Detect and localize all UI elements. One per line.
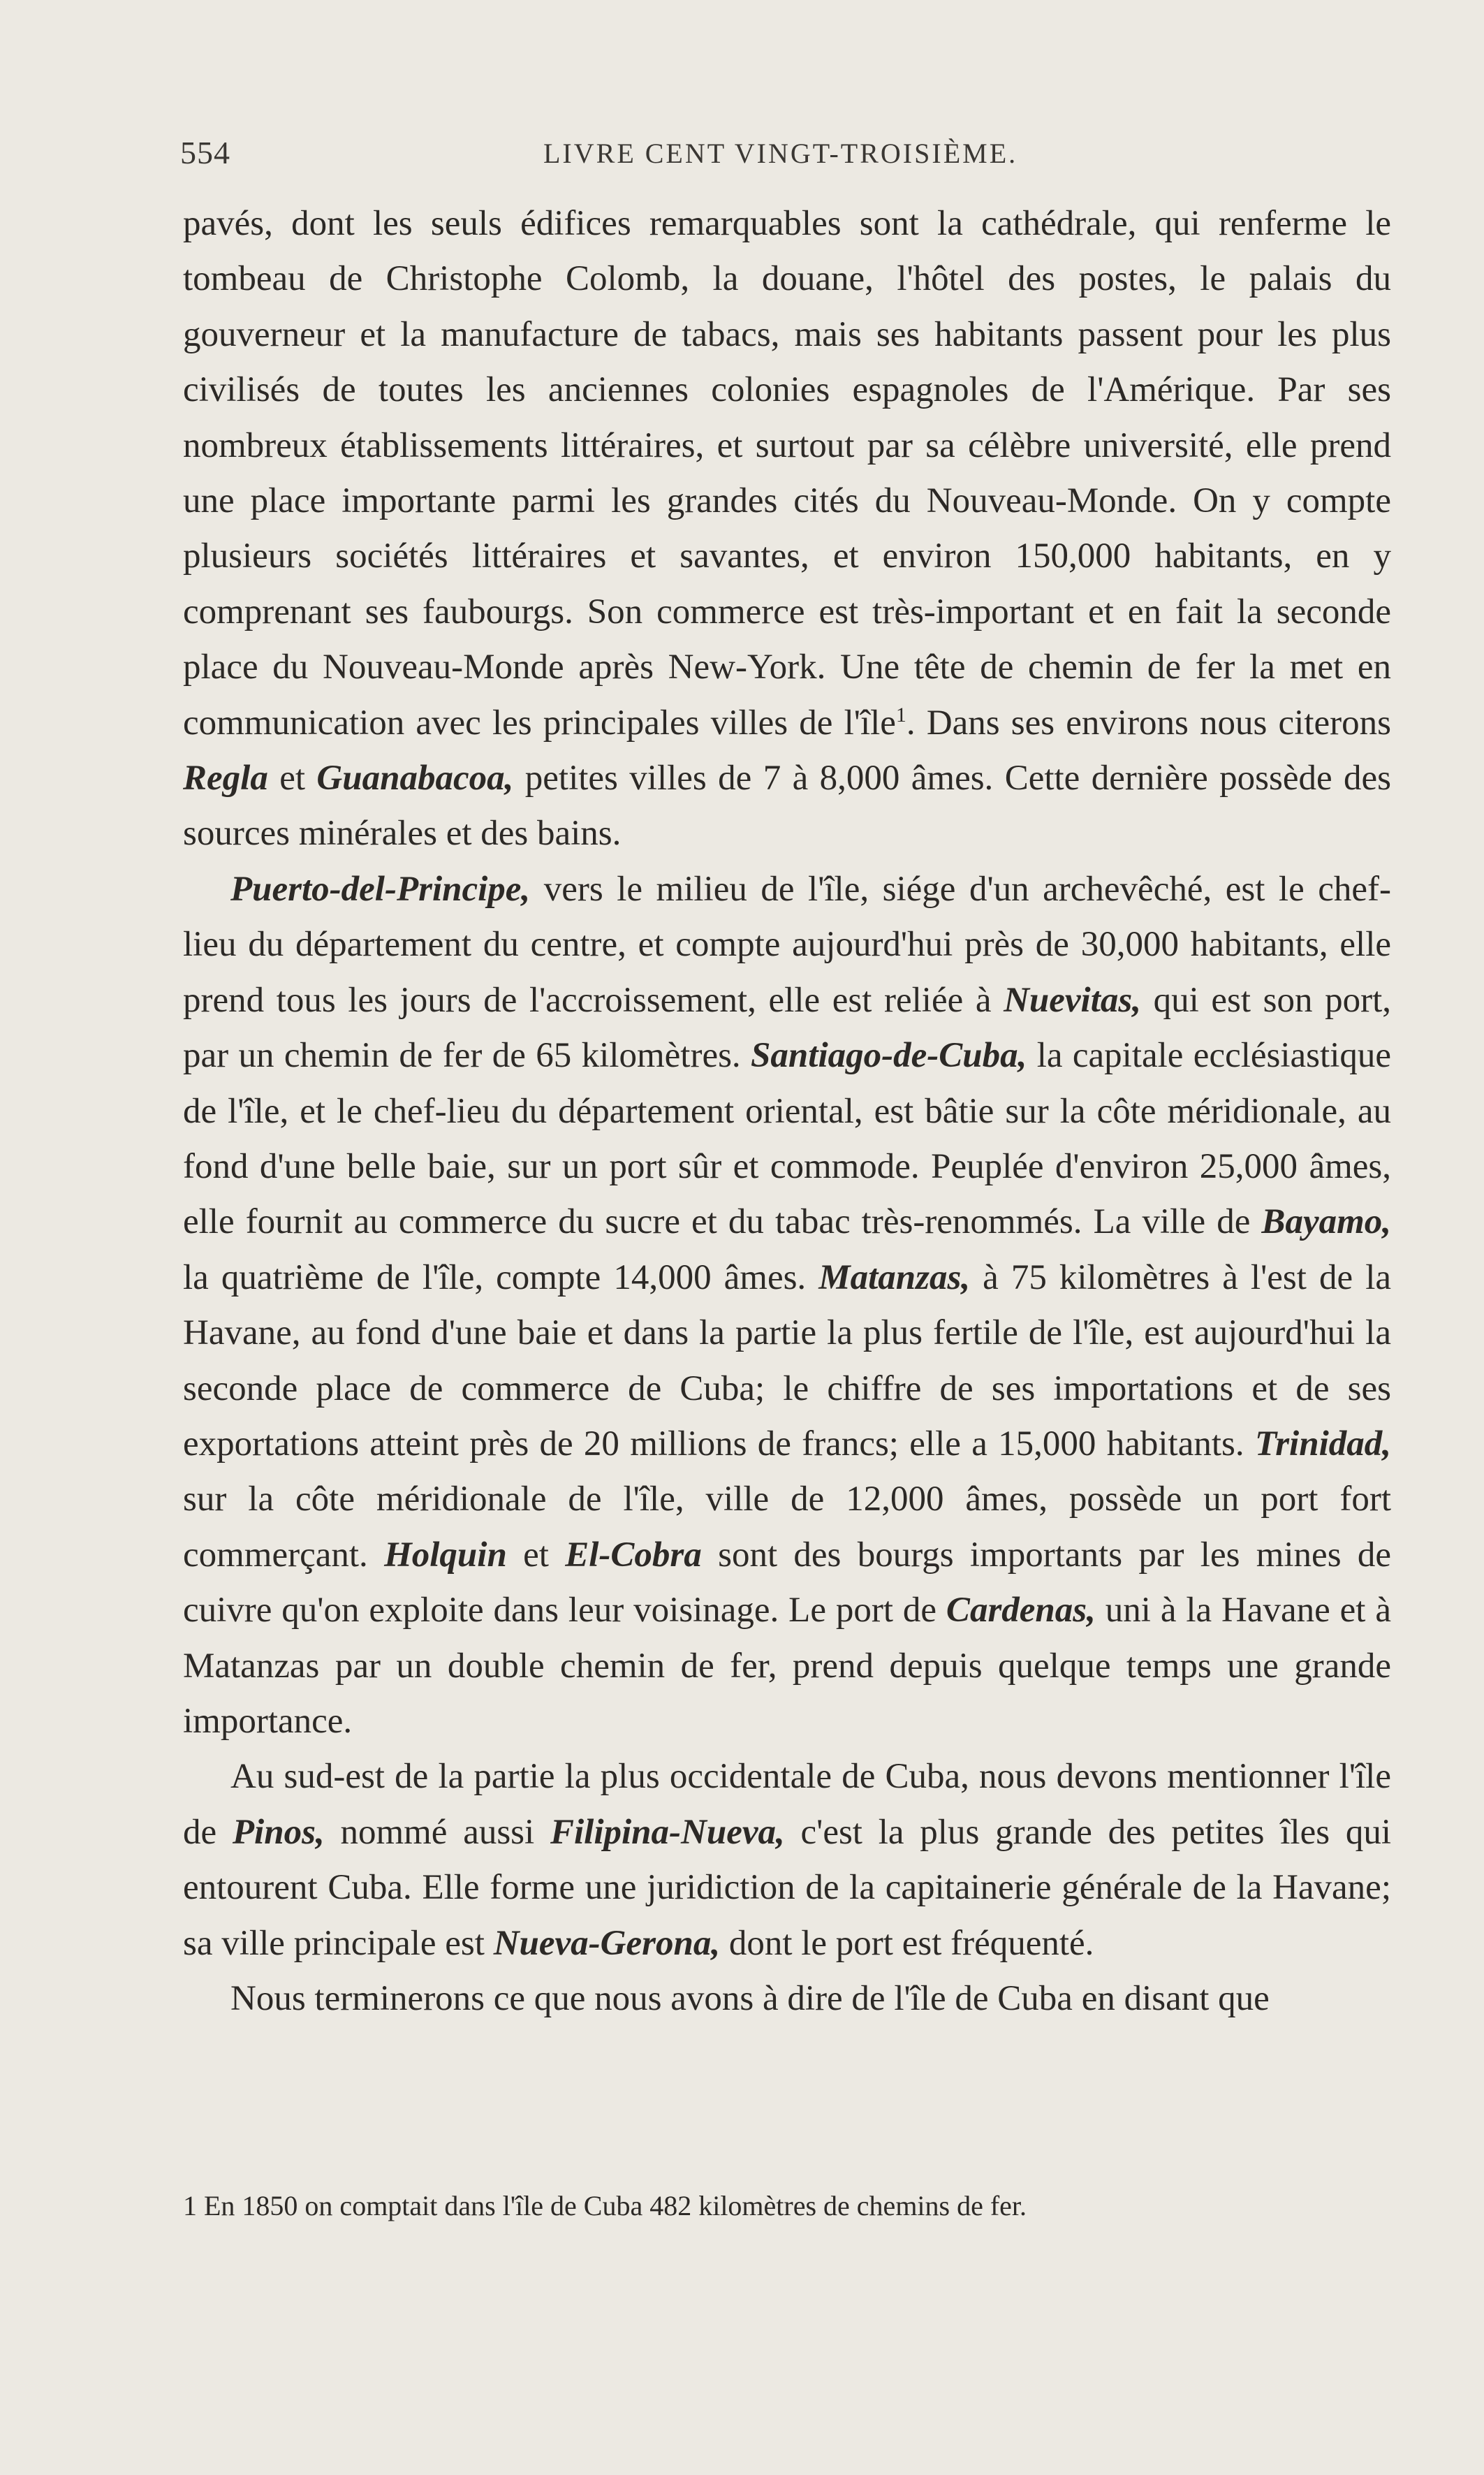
text-run: nommé aussi (324, 1812, 550, 1852)
place-name: Bayamo, (1261, 1202, 1391, 1242)
text-run: c'est la plus grande des petites îles qui entourent Cuba. Elle forme une juridiction de la capitainerie générale de la Havane; sa ville principale est (183, 1812, 1391, 1963)
place-name: Nueva-Gerona, (493, 1923, 721, 1963)
paragraph (183, 862, 1391, 1750)
place-name: Trinidad, (1254, 1424, 1391, 1463)
paragraph (183, 196, 1391, 862)
text-run: la capitale ecclésiastique de l'île, et le chef-lieu du département oriental, est bâtie sur la côte méridionale, au fond d'une belle baie, sur un port sûr et commode. Peuplée d'environ 25,000 âmes, elle fournit au commerce du sucre et du tabac très-renommés. La ville de (183, 1036, 1391, 1242)
place-name: Holquin (384, 1535, 507, 1575)
paragraph (183, 1971, 1391, 2027)
text-run: Nous terminerons ce que nous avons à dire de l'île de Cuba en disant que (230, 1979, 1270, 2018)
text-run: vers le milieu de l'île, siége d'un archevêché, est le chef-lieu du département du centre, et compte aujourd'hui près de 30,000 habitants, elle prend tous les jours de l'accroissement, elle est reliée à (183, 869, 1391, 1020)
text-run: la quatrième de l'île, compte 14,000 âmes. (183, 1257, 819, 1297)
text-run: et (267, 759, 317, 798)
place-name: Guanabacoa, (316, 759, 514, 798)
text-run: sont des bourgs importants par les mines de cuivre qu'on exploite dans leur voisinage. Le port de (183, 1535, 1391, 1630)
footnote-marker: 1 (183, 2190, 197, 2221)
text-run: sur la côte méridionale de l'île, ville de 12,000 âmes, possède un port fort commerçant. (183, 1480, 1391, 1575)
place-name: Nuevitas, (1004, 980, 1141, 1020)
place-name: Santiago-de-Cuba, (751, 1036, 1027, 1076)
text-run: à 75 kilomètres à l'est de la Havane, au fond d'une baie et dans la partie la plus fertile de l'île, est aujourd'hui la seconde place de commerce de Cuba; le chiffre de ses importations et de ses exportations atteint près de 20 millions de francs; elle a 15,000 habitants. (183, 1257, 1391, 1463)
place-name: Cardenas, (946, 1591, 1096, 1630)
text-run: Au sud-est de la partie la plus occidentale de Cuba, nous devons mentionner l'île de (183, 1757, 1391, 1852)
text-run: petites villes de 7 à 8,000 âmes. Cette dernière possède des sources minérales et des bains. (183, 759, 1391, 854)
page-number: 554 (180, 135, 230, 170)
text-run: et (506, 1535, 566, 1575)
paragraph (183, 1749, 1391, 1971)
place-name: Regla (183, 759, 268, 798)
place-name: Filipina-Nueva, (550, 1812, 785, 1852)
footnote-reference: 1 (895, 703, 906, 727)
text-run: qui est son port, par un chemin de fer de 65 kilomètres. (183, 980, 1391, 1076)
place-name: Puerto-del-Principe, (230, 869, 531, 909)
footnote (183, 2186, 1391, 2226)
text-run: pavés, dont les seuls édifices remarquables sont la cathédrale, qui renferme le tombeau de Christophe Colomb, la douane, l'hôtel des postes, le palais du gouverneur et la manufacture de tabacs, mais ses habitants passent pour les plus civilisés de toutes les anciennes colonies espagnoles de l'Amérique. Par ses nombreux établissements littéraires, et surtout par sa célèbre université, elle prend une place importante parmi les grandes cités du Nouveau-Monde. On y compte plusieurs sociétés littéraires et savantes, et environ 150,000 habitants, en y comprenant ses faubourgs. Son commerce est très-important et en fait la seconde place du Nouveau-Monde après New-York. Une tête de chemin de fer la met en communication avec les principales villes de l'île (183, 204, 1391, 743)
place-name: El-Cobra (565, 1535, 702, 1575)
running-title: LIVRE CENT VINGT-TROISIÈME. (543, 138, 1018, 169)
text-run: dont le port est fréquenté. (720, 1923, 1094, 1963)
place-name: Matanzas, (818, 1257, 971, 1297)
footnote-text: En 1850 on comptait dans l'île de Cuba 482 kilomètres de chemins de fer. (197, 2190, 1027, 2221)
place-name: Pinos, (232, 1812, 325, 1852)
text-run: uni à la Havane et à Matanzas par un double chemin de fer, prend depuis quelque temps une grande importance. (183, 1591, 1391, 1741)
text-run: . Dans ses environs nous citerons (906, 703, 1391, 743)
page-header (180, 134, 1388, 183)
body-text (183, 196, 1391, 2027)
